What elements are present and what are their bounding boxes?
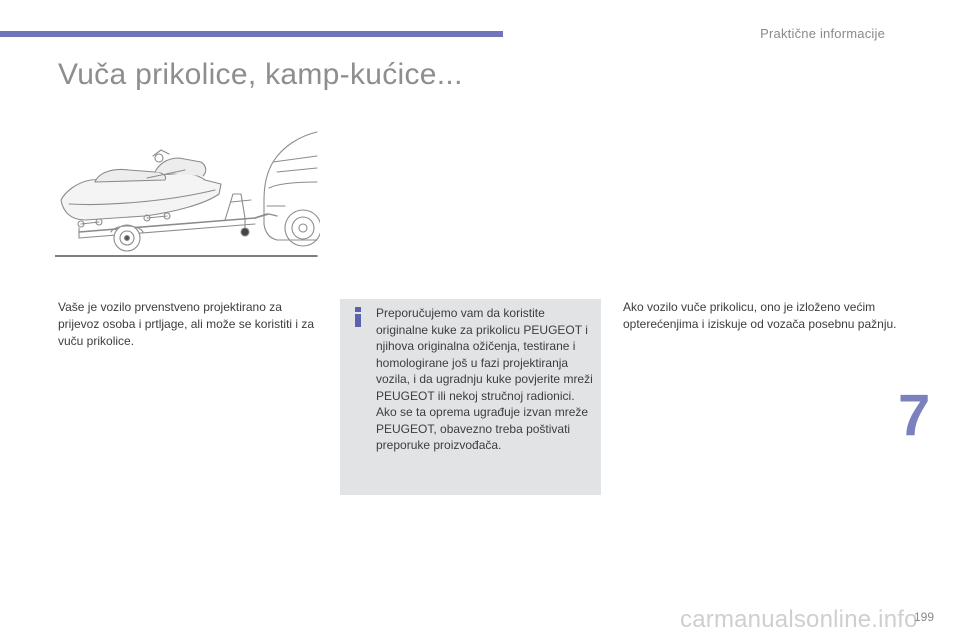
intro-paragraph: Vaše je vozilo prvenstveno projektirano za prijevoz osoba i prtljage, ali može se koristiti i za vuču prikolice. (58, 300, 315, 348)
info-icon (350, 307, 366, 327)
trailer-with-jetski-illustration (55, 128, 320, 258)
top-accent-bar (0, 31, 503, 37)
info-paragraph-1: Preporučujemo vam da koristite originalne kuke za prikolicu PEUGEOT i njihova originalna ožičenja, testirane i homologirane još u fazi projektiranja vozila, i da ugradnju kuke povjerite mreži PEUGEOT ili nekoj stručnoj radionici. (376, 306, 593, 403)
warning-paragraph: Ako vozilo vuče prikolicu, ono je izloženo većim opterećenjima i iziskuje od vozača posebnu pažnju. (623, 300, 897, 331)
info-box (340, 299, 601, 495)
page-title: Vuča prikolice, kamp-kućice... (58, 58, 463, 91)
page-number: 199 (914, 610, 935, 624)
chapter-number: 7 (898, 383, 931, 448)
section-title: Praktične informacije (760, 26, 885, 41)
info-paragraph-2: Ako se ta oprema ugrađuje izvan mreže PEUGEOT, obavezno treba poštivati preporuke proizvođača. (376, 405, 589, 452)
watermark: carmanualsonline.info (680, 606, 918, 633)
